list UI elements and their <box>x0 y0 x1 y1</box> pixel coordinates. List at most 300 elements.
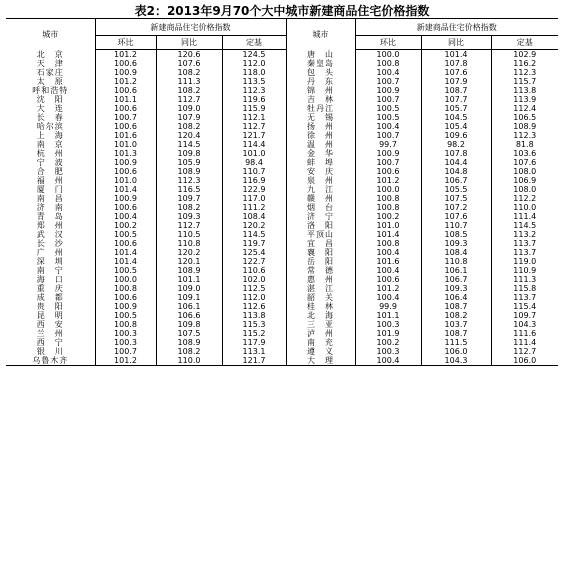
index-value-base-right: 81.8 <box>515 140 534 149</box>
index-value-yoy-left: 108.2 <box>156 122 222 131</box>
city-name-left: 西 宁 <box>6 338 95 347</box>
index-value-base-right: 111.6 <box>513 329 537 338</box>
index-value-base-left: 122.9 <box>222 185 286 194</box>
city-name-right: 徐 州 <box>286 131 355 140</box>
index-value-yoy-right: 107.6 <box>421 68 491 77</box>
city-name-left: 昆 明 <box>6 311 95 320</box>
city-name-right: 金 华 <box>286 149 355 158</box>
index-value-mom-right: 100.2 <box>355 338 421 347</box>
index-value-mom-left: 100.8 <box>95 284 156 293</box>
city-name-right: 南 充 <box>286 338 355 347</box>
index-value-base-left: 124.5 <box>222 50 286 60</box>
index-value-mom-right: 100.4 <box>355 266 421 275</box>
index-value-base-right: 115.7 <box>513 77 537 86</box>
index-value-base-left: 115.2 <box>222 329 286 338</box>
index-value-yoy-left: 114.5 <box>156 140 222 149</box>
index-value-base-right: 115.8 <box>513 284 537 293</box>
index-value-mom-right: 100.2 <box>355 212 421 221</box>
index-value-base-left: 111.2 <box>222 203 286 212</box>
index-value-mom-left: 101.0 <box>95 176 156 185</box>
city-name-left: 海 口 <box>6 275 95 284</box>
city-name-right: 襄 阳 <box>286 248 355 257</box>
index-value-mom-right: 100.3 <box>355 347 421 356</box>
index-value-mom-left: 100.4 <box>95 212 156 221</box>
index-value-base-right: 108.0 <box>513 167 537 176</box>
index-value-yoy-left: 112.7 <box>156 95 222 104</box>
index-value-yoy-right: 109.3 <box>421 284 491 293</box>
city-name-right: 九 江 <box>286 185 355 194</box>
index-value-base-right: 113.8 <box>513 86 537 95</box>
index-value-base-left: 117.0 <box>222 194 286 203</box>
index-value-base-left: 114.4 <box>222 140 286 149</box>
index-value-yoy-right: 108.7 <box>421 86 491 95</box>
index-value-mom-right: 100.6 <box>355 275 421 284</box>
index-value-base-right: 113.7 <box>513 239 537 248</box>
index-value-yoy-right: 108.5 <box>421 230 491 239</box>
index-group-header-right: 新建商品住宅价格指数 <box>355 19 558 36</box>
city-name-left: 哈尔滨 <box>6 122 95 131</box>
index-value-mom-right: 99.7 <box>355 140 421 149</box>
index-value-yoy-left: 109.8 <box>156 149 222 158</box>
table-row <box>6 275 558 284</box>
index-value-mom-left: 101.2 <box>95 77 156 86</box>
index-value-yoy-left: 108.2 <box>156 347 222 356</box>
city-name-right: 大 理 <box>286 356 355 366</box>
index-value-base-right: 109.7 <box>513 311 537 320</box>
index-value-yoy-left: 109.0 <box>156 104 222 113</box>
index-value-yoy-left: 110.8 <box>156 239 222 248</box>
table-row <box>6 221 558 230</box>
table-row <box>6 239 558 248</box>
city-name-right: 遵 义 <box>286 347 355 356</box>
index-value-base-right: 104.3 <box>513 320 537 329</box>
city-name-right: 安 庆 <box>286 167 355 176</box>
index-value-yoy-right: 109.6 <box>421 131 491 140</box>
index-value-mom-left: 100.7 <box>95 347 156 356</box>
index-value-mom-right: 100.0 <box>355 50 421 60</box>
index-value-yoy-left: 120.2 <box>156 248 222 257</box>
city-name-left: 呼和浩特 <box>6 86 95 95</box>
table-row <box>6 302 558 311</box>
city-name-left: 长 沙 <box>6 239 95 248</box>
index-value-yoy-left: 109.7 <box>156 194 222 203</box>
table-row <box>6 230 558 239</box>
city-name-left: 福 州 <box>6 176 95 185</box>
index-value-base-right: 113.7 <box>513 293 537 302</box>
index-value-yoy-right: 106.7 <box>421 275 491 284</box>
index-value-yoy-right: 104.3 <box>421 356 491 366</box>
index-value-base-right: 112.2 <box>513 194 537 203</box>
index-value-yoy-right: 107.7 <box>421 95 491 104</box>
index-value-base-left: 112.7 <box>222 122 286 131</box>
city-name-right: 牡丹江 <box>286 104 355 113</box>
index-value-base-right: 108.9 <box>513 122 537 131</box>
city-name-right: 扬 州 <box>286 122 355 131</box>
index-value-base-right: 106.0 <box>491 356 558 366</box>
index-value-base-left: 112.6 <box>222 302 286 311</box>
index-value-mom-right: 100.7 <box>355 95 421 104</box>
city-name-right: 蚌 埠 <box>286 158 355 167</box>
city-header-left: 城市 <box>6 19 95 50</box>
index-value-base-right: 115.4 <box>513 302 537 311</box>
city-name-left: 郑 州 <box>6 221 95 230</box>
index-value-yoy-right: 105.4 <box>421 122 491 131</box>
city-name-right: 锦 州 <box>286 86 355 95</box>
index-value-base-left: 113.8 <box>222 311 286 320</box>
table-row <box>6 293 558 302</box>
city-name-left: 南 昌 <box>6 194 95 203</box>
index-value-yoy-right: 107.6 <box>421 212 491 221</box>
city-name-left: 乌鲁木齐 <box>6 356 95 366</box>
index-value-mom-left: 100.6 <box>95 167 156 176</box>
index-value-mom-right: 100.8 <box>355 59 421 68</box>
city-name-left: 南 京 <box>6 140 95 149</box>
table-row <box>6 50 558 60</box>
index-value-yoy-left: 116.5 <box>156 185 222 194</box>
index-value-yoy-left: 112.7 <box>156 221 222 230</box>
city-name-left: 银 川 <box>6 347 95 356</box>
index-value-mom-left: 100.6 <box>95 86 156 95</box>
city-name-right: 岳 阳 <box>286 257 355 266</box>
index-value-yoy-left: 120.1 <box>156 257 222 266</box>
index-value-base-left: 110.7 <box>222 167 286 176</box>
city-name-left: 杭 州 <box>6 149 95 158</box>
index-value-yoy-right: 106.0 <box>421 347 491 356</box>
index-value-mom-right: 101.4 <box>355 230 421 239</box>
city-name-right: 宜 昌 <box>286 239 355 248</box>
table-body <box>6 50 558 366</box>
index-value-base-left: 112.5 <box>222 284 286 293</box>
city-name-left: 宁 波 <box>6 158 95 167</box>
index-value-yoy-right: 109.3 <box>421 239 491 248</box>
table-row <box>6 284 558 293</box>
price-index-table <box>6 18 558 366</box>
index-value-base-left: 115.9 <box>222 104 286 113</box>
city-name-right: 湛 江 <box>286 284 355 293</box>
city-name-right: 桂 林 <box>286 302 355 311</box>
city-name-right: 洛 阳 <box>286 221 355 230</box>
table-row <box>6 59 558 68</box>
index-value-mom-right: 101.9 <box>355 329 421 338</box>
city-name-left: 青 岛 <box>6 212 95 221</box>
index-value-base-right: 111.3 <box>513 275 537 284</box>
city-name-left: 济 南 <box>6 203 95 212</box>
index-value-yoy-left: 108.9 <box>156 338 222 347</box>
index-value-mom-right: 100.9 <box>355 86 421 95</box>
index-value-yoy-right: 105.5 <box>421 185 491 194</box>
index-value-mom-right: 100.0 <box>355 185 421 194</box>
index-value-yoy-left: 107.5 <box>156 329 222 338</box>
table-row <box>6 338 558 347</box>
city-name-left: 北 京 <box>6 50 95 60</box>
index-value-base-right: 112.4 <box>513 104 537 113</box>
index-value-yoy-right: 101.4 <box>421 50 491 60</box>
index-value-yoy-right: 108.4 <box>421 248 491 257</box>
table-row <box>6 203 558 212</box>
index-value-base-left: 120.2 <box>222 221 286 230</box>
index-value-yoy-left: 105.9 <box>156 158 222 167</box>
index-value-yoy-right: 110.8 <box>421 257 491 266</box>
index-value-mom-left: 100.6 <box>95 203 156 212</box>
city-name-right: 北 海 <box>286 311 355 320</box>
index-value-mom-left: 100.9 <box>95 158 156 167</box>
table-row <box>6 77 558 86</box>
index-value-base-left: 116.9 <box>222 176 286 185</box>
index-value-base-right: 113.7 <box>513 248 537 257</box>
city-name-left: 贵 阳 <box>6 302 95 311</box>
index-value-mom-right: 100.5 <box>355 113 421 122</box>
index-value-mom-left: 101.4 <box>95 257 156 266</box>
index-value-base-right: 112.3 <box>513 131 537 140</box>
city-name-left: 合 肥 <box>6 167 95 176</box>
index-value-yoy-left: 106.6 <box>156 311 222 320</box>
index-value-base-left: 115.3 <box>222 320 286 329</box>
city-name-left: 厦 门 <box>6 185 95 194</box>
index-value-yoy-right: 107.2 <box>421 203 491 212</box>
city-name-left: 成 都 <box>6 293 95 302</box>
city-name-left: 重 庆 <box>6 284 95 293</box>
index-value-yoy-left: 111.3 <box>156 77 222 86</box>
table-row <box>6 329 558 338</box>
index-value-base-right: 108.0 <box>513 185 537 194</box>
index-value-mom-right: 100.9 <box>355 149 421 158</box>
city-name-right: 吉 林 <box>286 95 355 104</box>
index-value-mom-right: 100.8 <box>355 239 421 248</box>
index-value-mom-left: 100.6 <box>95 59 156 68</box>
index-value-base-left: 108.4 <box>222 212 286 221</box>
index-value-yoy-left: 107.6 <box>156 59 222 68</box>
index-value-mom-left: 100.9 <box>95 68 156 77</box>
index-value-yoy-right: 103.7 <box>421 320 491 329</box>
index-group-header-left: 新建商品住宅价格指数 <box>95 19 286 36</box>
index-value-yoy-right: 108.7 <box>421 302 491 311</box>
table-row <box>6 347 558 356</box>
index-value-yoy-left: 109.3 <box>156 212 222 221</box>
index-value-yoy-right: 108.7 <box>421 329 491 338</box>
index-value-mom-right: 100.6 <box>355 167 421 176</box>
index-value-base-left: 112.1 <box>222 113 286 122</box>
index-value-yoy-left: 108.2 <box>156 203 222 212</box>
city-name-left: 广 州 <box>6 248 95 257</box>
city-name-right: 泸 州 <box>286 329 355 338</box>
table-row <box>6 167 558 176</box>
city-name-right: 唐 山 <box>286 50 355 60</box>
index-value-yoy-left: 108.9 <box>156 266 222 275</box>
index-value-mom-right: 100.4 <box>355 122 421 131</box>
index-value-mom-left: 100.6 <box>95 122 156 131</box>
index-value-base-right: 107.6 <box>513 158 537 167</box>
index-value-base-left: 112.0 <box>222 293 286 302</box>
city-name-left: 武 汉 <box>6 230 95 239</box>
table-row <box>6 68 558 77</box>
index-value-base-right: 113.9 <box>513 95 537 104</box>
index-value-yoy-left: 101.1 <box>156 275 222 284</box>
index-value-mom-right: 100.4 <box>355 248 421 257</box>
index-value-base-left: 98.4 <box>222 158 286 167</box>
index-value-base-left: 112.0 <box>222 59 286 68</box>
city-header-right: 城市 <box>286 19 355 50</box>
col-header-yoy-right: 同比 <box>421 36 491 50</box>
city-name-right: 济 宁 <box>286 212 355 221</box>
city-name-right: 常 德 <box>286 266 355 275</box>
index-value-mom-left: 100.0 <box>95 275 156 284</box>
table-row <box>6 212 558 221</box>
index-value-base-left: 113.1 <box>222 347 286 356</box>
index-value-mom-left: 100.3 <box>95 338 156 347</box>
city-name-right: 无 锡 <box>286 113 355 122</box>
index-value-yoy-right: 110.7 <box>421 221 491 230</box>
index-value-base-right: 106.9 <box>513 176 537 185</box>
index-value-mom-left: 101.2 <box>95 50 156 60</box>
index-value-yoy-left: 108.2 <box>156 68 222 77</box>
index-value-base-right: 110.0 <box>513 203 537 212</box>
city-name-right: 烟 台 <box>286 203 355 212</box>
index-value-yoy-left: 112.3 <box>156 176 222 185</box>
index-value-base-right: 111.4 <box>513 212 537 221</box>
index-value-yoy-left: 106.1 <box>156 302 222 311</box>
index-value-base-right: 106.5 <box>513 113 537 122</box>
index-value-yoy-left: 109.0 <box>156 284 222 293</box>
index-value-yoy-left: 110.5 <box>156 230 222 239</box>
table-row <box>6 311 558 320</box>
city-name-right: 三 亚 <box>286 320 355 329</box>
index-value-mom-left: 100.7 <box>95 113 156 122</box>
index-value-base-right: 116.2 <box>513 59 537 68</box>
table-title: 表2：2013年9月70个大中城市新建商品住宅价格指数 <box>134 4 430 18</box>
index-value-base-right: 112.3 <box>513 68 537 77</box>
index-value-yoy-right: 106.4 <box>421 293 491 302</box>
index-value-yoy-right: 98.2 <box>421 140 491 149</box>
table-row <box>6 194 558 203</box>
col-header-mom-right: 环比 <box>355 36 421 50</box>
index-value-mom-left: 100.6 <box>95 104 156 113</box>
index-value-base-left: 119.6 <box>222 95 286 104</box>
index-value-base-left: 121.7 <box>222 356 286 366</box>
index-value-mom-left: 100.2 <box>95 221 156 230</box>
index-value-yoy-left: 109.8 <box>156 320 222 329</box>
index-value-base-left: 114.5 <box>222 230 286 239</box>
table-row <box>6 176 558 185</box>
city-name-left: 深 圳 <box>6 257 95 266</box>
city-name-right: 赣 州 <box>286 194 355 203</box>
index-value-yoy-left: 120.6 <box>156 50 222 60</box>
index-value-mom-right: 100.7 <box>355 131 421 140</box>
index-value-mom-left: 100.6 <box>95 293 156 302</box>
index-value-base-left: 113.5 <box>222 77 286 86</box>
index-value-mom-left: 100.8 <box>95 320 156 329</box>
col-header-mom-left: 环比 <box>95 36 156 50</box>
table-row <box>6 248 558 257</box>
index-value-mom-left: 100.9 <box>95 302 156 311</box>
index-value-yoy-right: 107.5 <box>421 194 491 203</box>
index-value-yoy-right: 105.7 <box>421 104 491 113</box>
index-value-yoy-right: 106.7 <box>421 176 491 185</box>
table-row <box>6 86 558 95</box>
index-value-base-left: 117.9 <box>222 338 286 347</box>
city-name-left: 太 原 <box>6 77 95 86</box>
index-value-mom-right: 100.3 <box>355 320 421 329</box>
city-name-right: 温 州 <box>286 140 355 149</box>
index-value-mom-right: 100.4 <box>355 68 421 77</box>
city-name-left: 沈 阳 <box>6 95 95 104</box>
index-value-base-right: 102.9 <box>513 50 537 59</box>
index-value-mom-left: 101.2 <box>95 356 156 366</box>
index-value-base-right: 113.2 <box>513 230 537 239</box>
col-header-base-right: 定基 <box>491 36 558 50</box>
table-row <box>6 95 558 104</box>
index-value-mom-right: 100.7 <box>355 77 421 86</box>
index-value-yoy-left: 109.1 <box>156 293 222 302</box>
index-value-base-left: 110.6 <box>222 266 286 275</box>
table-row <box>6 158 558 167</box>
index-value-yoy-right: 106.1 <box>421 266 491 275</box>
index-value-mom-left: 100.5 <box>95 266 156 275</box>
table-row <box>6 356 558 366</box>
table-row <box>6 320 558 329</box>
index-value-mom-left: 101.1 <box>95 95 156 104</box>
index-value-yoy-right: 104.8 <box>421 167 491 176</box>
index-value-yoy-right: 107.8 <box>421 149 491 158</box>
city-name-left: 南 宁 <box>6 266 95 275</box>
index-value-mom-left: 100.5 <box>95 230 156 239</box>
index-value-base-left: 122.7 <box>222 257 286 266</box>
index-value-base-right: 103.6 <box>513 149 537 158</box>
index-value-yoy-left: 108.2 <box>156 86 222 95</box>
table-row <box>6 131 558 140</box>
index-value-base-right: 111.4 <box>513 338 537 347</box>
index-value-mom-right: 100.8 <box>355 203 421 212</box>
index-value-yoy-right: 107.8 <box>421 59 491 68</box>
index-value-yoy-left: 120.4 <box>156 131 222 140</box>
col-header-base-left: 定基 <box>222 36 286 50</box>
index-value-mom-right: 100.4 <box>355 356 421 366</box>
col-header-yoy-left: 同比 <box>156 36 222 50</box>
table-row <box>6 104 558 113</box>
city-name-left: 兰 州 <box>6 329 95 338</box>
index-value-mom-left: 101.4 <box>95 185 156 194</box>
index-value-mom-left: 100.9 <box>95 194 156 203</box>
index-value-base-left: 118.0 <box>222 68 286 77</box>
table-row <box>6 149 558 158</box>
index-value-yoy-right: 104.4 <box>421 158 491 167</box>
index-value-mom-right: 100.8 <box>355 194 421 203</box>
index-value-yoy-right: 107.9 <box>421 77 491 86</box>
index-value-base-right: 110.9 <box>513 266 537 275</box>
index-value-mom-right: 101.0 <box>355 221 421 230</box>
city-name-right: 丹 东 <box>286 77 355 86</box>
index-value-mom-left: 100.6 <box>95 239 156 248</box>
city-name-left: 大 连 <box>6 104 95 113</box>
index-value-yoy-right: 108.2 <box>421 311 491 320</box>
city-name-right: 包 头 <box>286 68 355 77</box>
city-name-right: 平顶山 <box>286 230 355 239</box>
index-value-base-left: 101.0 <box>222 149 286 158</box>
index-value-base-right: 114.5 <box>513 221 537 230</box>
city-name-left: 长 春 <box>6 113 95 122</box>
index-value-yoy-right: 111.5 <box>421 338 491 347</box>
index-value-base-left: 121.7 <box>222 131 286 140</box>
index-value-base-right: 119.0 <box>513 257 537 266</box>
index-value-base-left: 102.0 <box>222 275 286 284</box>
index-value-yoy-left: 107.9 <box>156 113 222 122</box>
city-name-left: 石家庄 <box>6 68 95 77</box>
city-name-left: 上 海 <box>6 131 95 140</box>
table-row <box>6 185 558 194</box>
index-value-base-left: 112.3 <box>222 86 286 95</box>
table-row <box>6 122 558 131</box>
index-value-mom-right: 99.9 <box>355 302 421 311</box>
index-value-yoy-left: 110.0 <box>156 356 222 366</box>
